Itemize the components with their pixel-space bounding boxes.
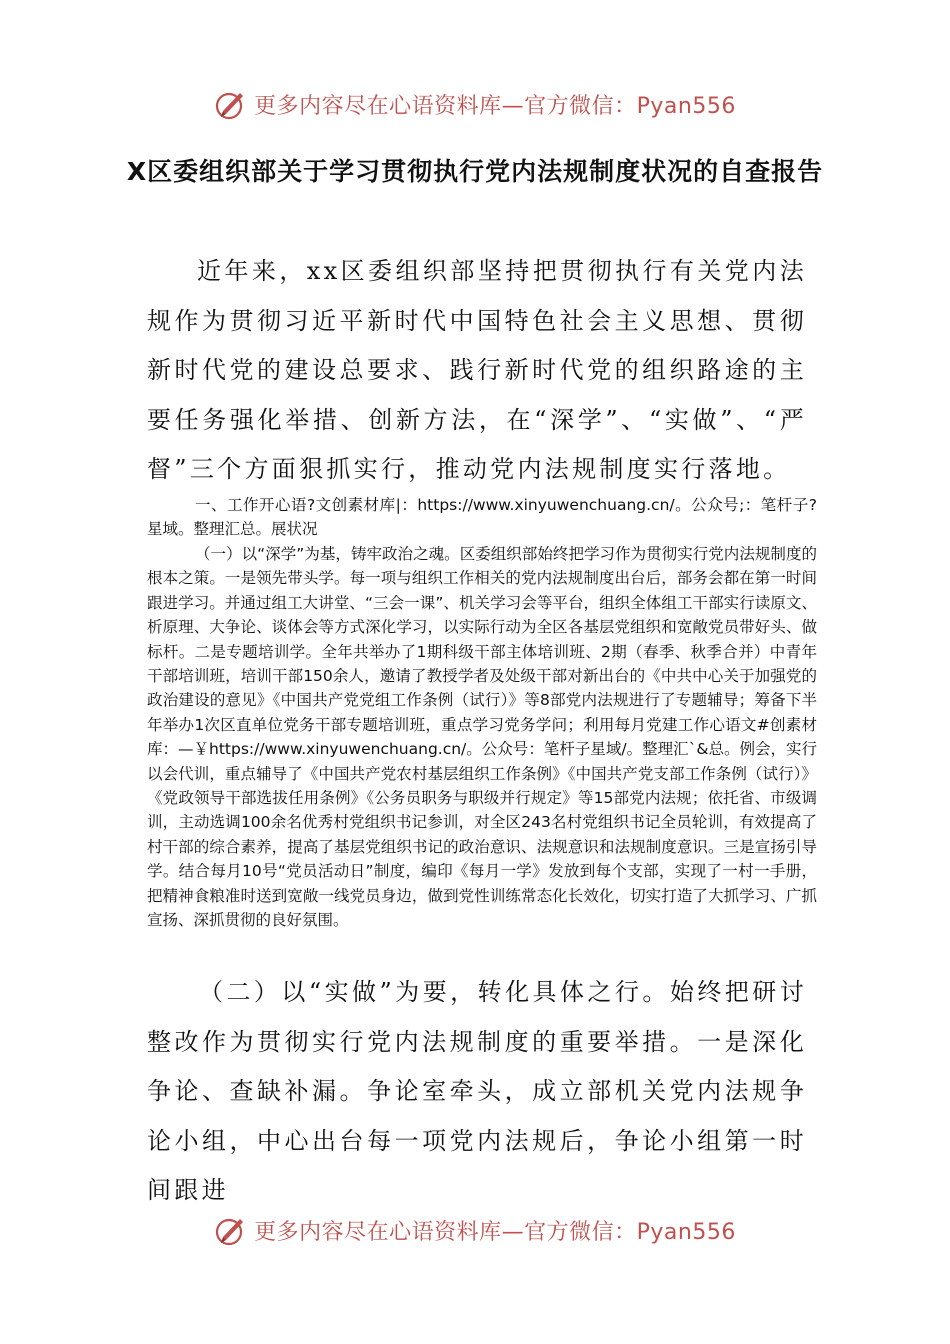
- watermark-text: 更多内容尽在心语资料库—官方微信：Pyan556: [254, 93, 736, 119]
- pen-logo-icon: [214, 1213, 248, 1247]
- document-title: X区委组织部关于学习贯彻执行党内法规制度状况的自查报告: [126, 157, 824, 186]
- watermark-text: 更多内容尽在心语资料库—官方微信：Pyan556: [254, 1219, 736, 1245]
- section1-heading: 一、工作开心语?文创素材库|：https://www.xinyuwenchuang.cn/。公众号;：笔杆子?星域。整理汇总。展状况: [147, 496, 817, 539]
- pen-logo-icon: [214, 87, 248, 121]
- section1-paragraph: （一）以“深学”为基，铸牢政治之魂。区委组织部始终把学习作为贯彻实行党内法规制度的根本之策。一是领先带头学。每一项与组织工作相关的党内法规制度出台后，部务会都在第一时间跟进学习。并通过组工大讲堂、“三会一课”、机关学习会等平台，组织全体组工干部实行读原文、析原理、大争论、谈体会等方式深化学习，以实际行动为全区各基层党组织和宽敞党员带好头、做标杆。二是专题培训学。全年共举办了1期科级干部主体培训班、2期（春季、秋季合并）中青年干部培训班，培训干部150余人，邀请了教授学者及处级干部对新出台的《中共中心关于加强党的政治建设的意见》《中国共产党党组工作条例（试行）》等8部党内法规进行了专题辅导；筹备下半年举办1次区直单位党务干部专题培训班，重点学习党务学问；利用每月党建工作心语文#创素材库：—￥https://www.xinyuwenchuang.cn/。公众号：笔杆子星域/。整理汇`&总。例会，实行以会代训，重点辅导了《中国共产党农村基层组织工作条例》《中国共产党支部工作条例（试行）》《党政领导干部选拔任用条例》《公务员职务与职级并行规定》等15部党内法规；依托省、市级调训，主动选调100余名优秀村党组织书记参训，对全区243名村党组织书记全员轮训，有效提高了村干部的综合素养，提高了基层党组织书记的政治意识、法规意识和法规制度意识。三是宣扬引导学。结合每月10号“党员活动日”制度，编印《每月一学》发放到每个支部，实现了一村一手册，把精神食粮准时送到宽敞一线党员身边，做到党性训练常态化长效化，切实打造了大抓学习、广抓宣扬、深抓贯彻的良好氛围。: [147, 545, 817, 930]
- section2-paragraph: （二）以“实做”为要，转化具体之行。始终把研讨整改作为贯彻实行党内法规制度的重要举措。一是深化争论、查缺补漏。争论室牵头，成立部机关党内法规争论小组，中心出台每一项党内法规后，争论小组第一时间跟进: [147, 978, 807, 1205]
- watermark-footer: [0, 1210, 950, 1250]
- watermark-header: [0, 84, 950, 124]
- intro-paragraph: 近年来，xx区委组织部坚持把贯彻执行有关党内法规作为贯彻习近平新时代中国特色社会主义思想、贯彻新时代党的建设总要求、践行新时代党的组织路途的主要任务强化举措、创新方法，在“深学”、“实做”、“严督”三个方面狠抓实行，推动党内法规制度实行落地。: [147, 257, 807, 484]
